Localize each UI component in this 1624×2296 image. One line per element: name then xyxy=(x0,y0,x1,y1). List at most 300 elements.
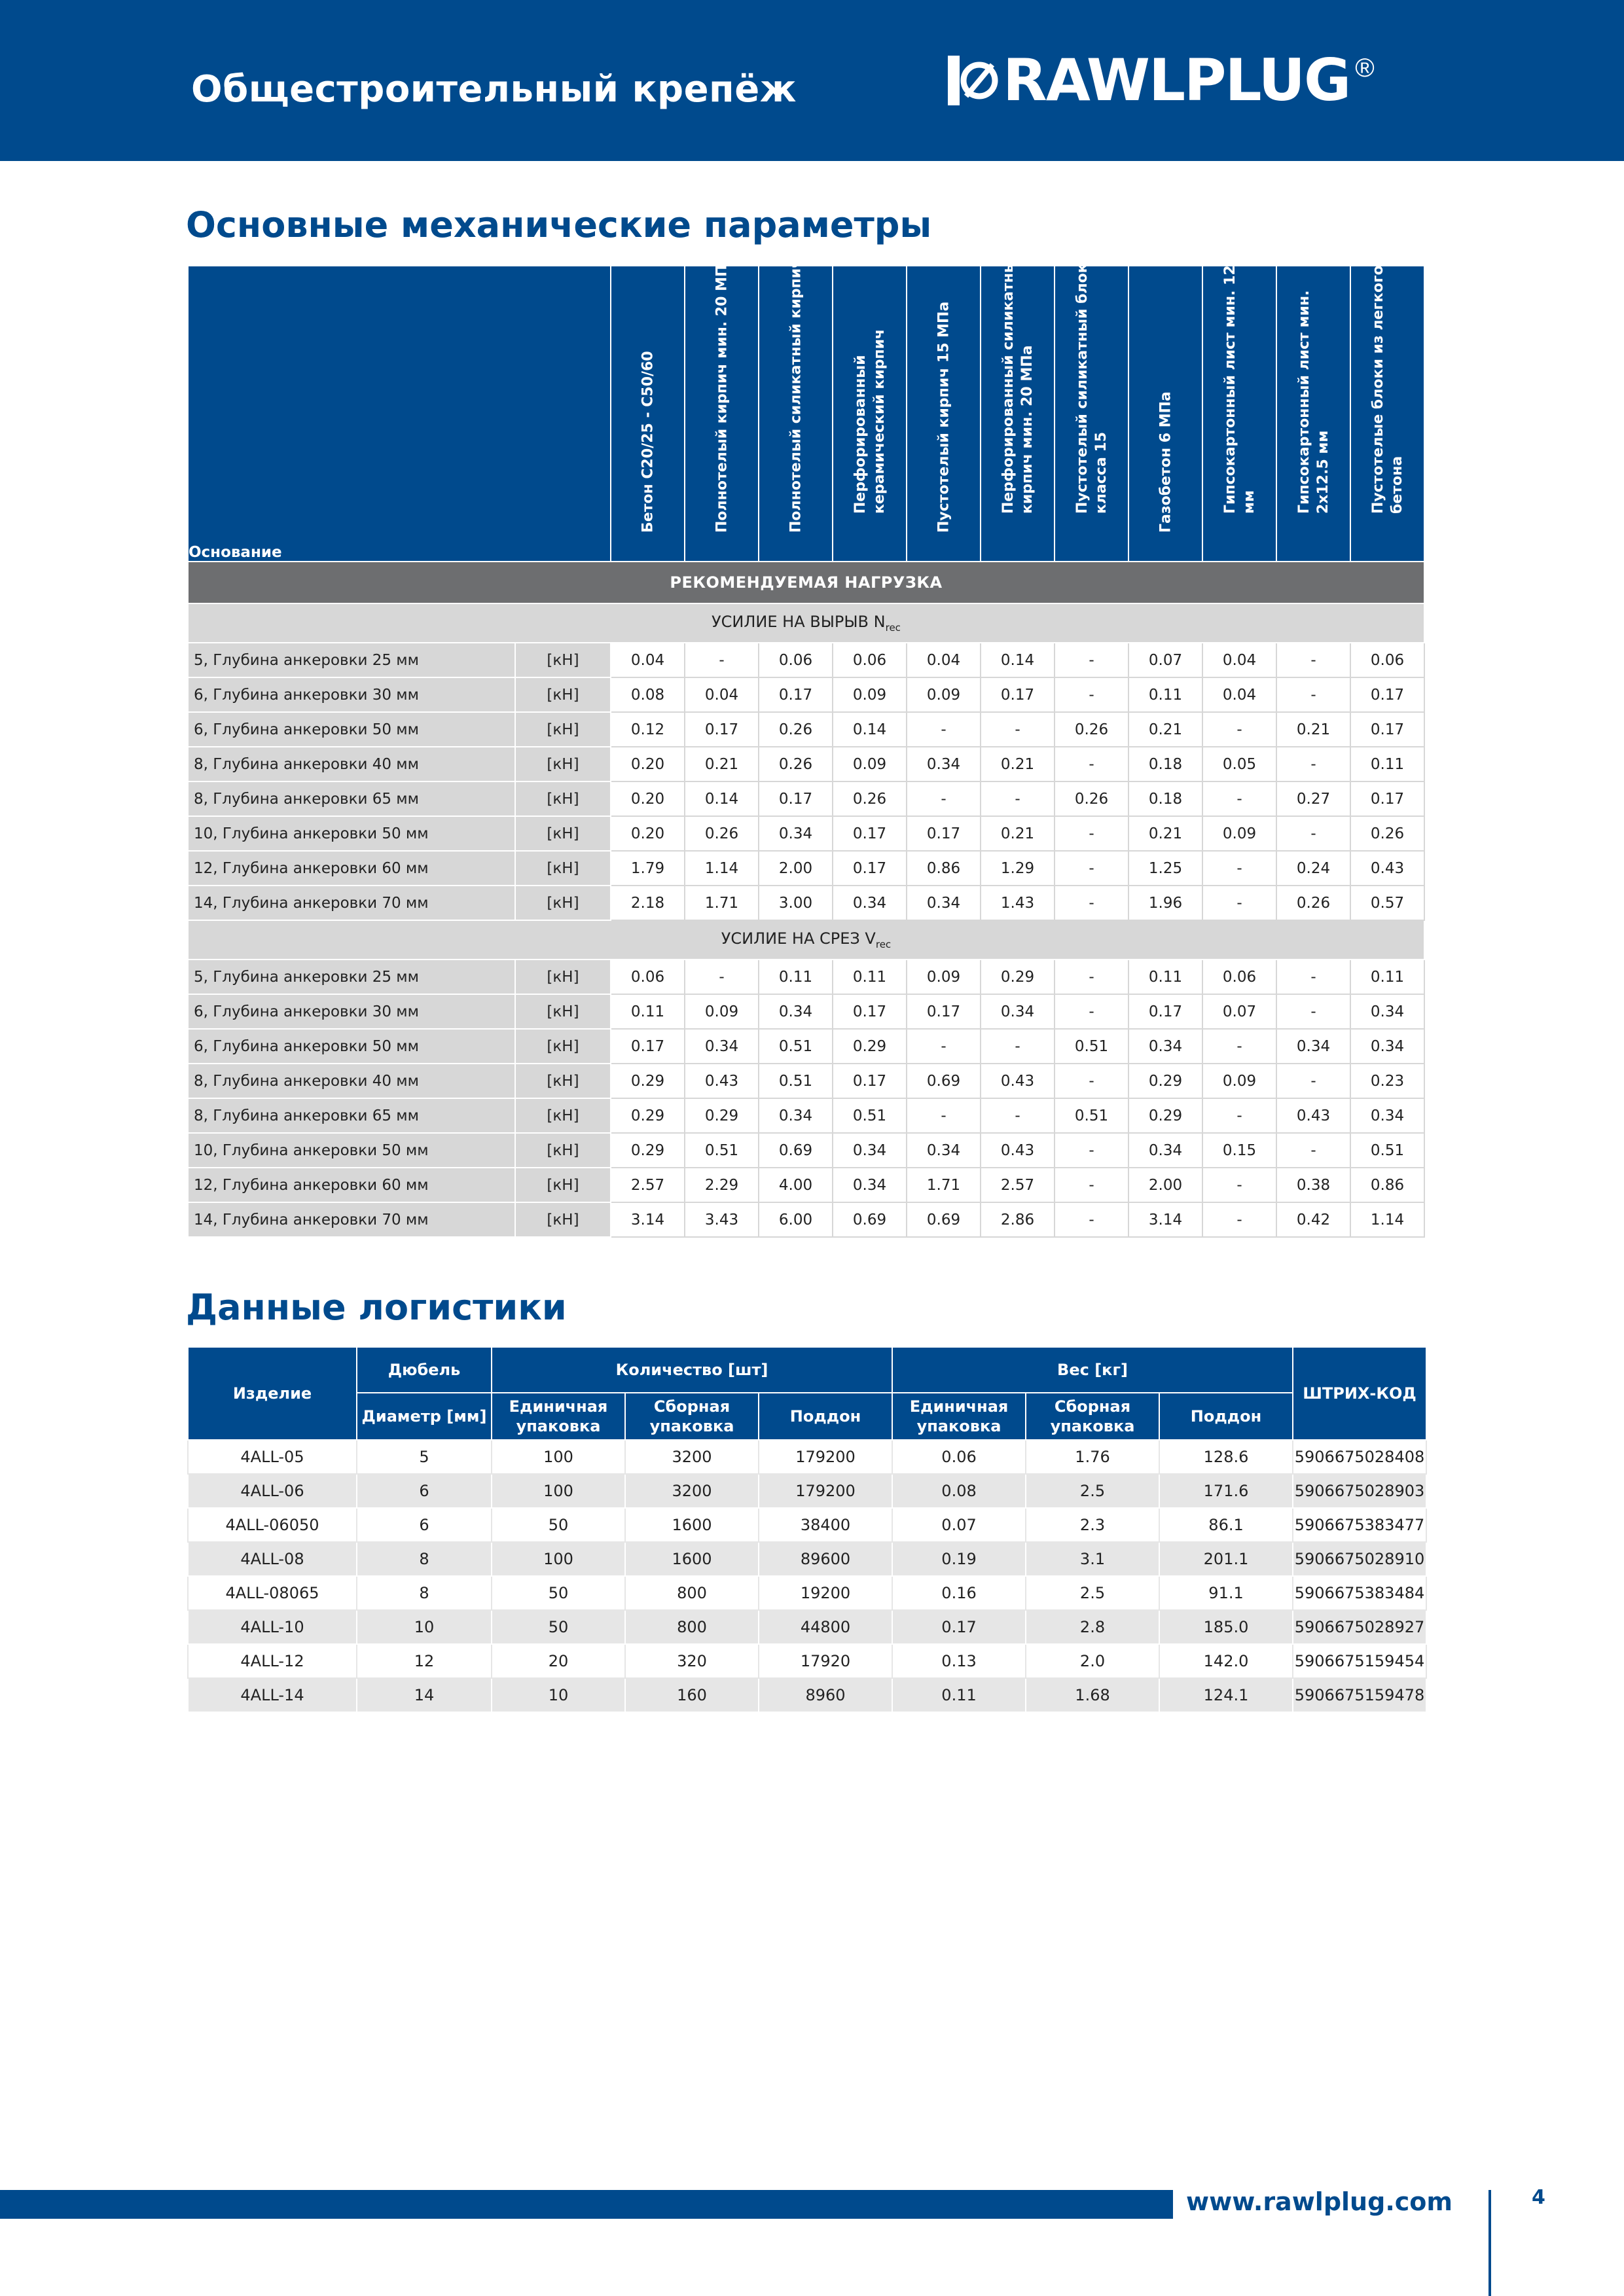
logistics-cell: 142.0 xyxy=(1159,1644,1293,1678)
value-cell: 0.09 xyxy=(833,747,907,781)
row-unit: [кН] xyxy=(515,677,611,712)
value-cell: - xyxy=(981,712,1055,747)
logistics-cell: 800 xyxy=(625,1610,759,1644)
value-cell: 0.18 xyxy=(1128,747,1202,781)
value-cell: 0.14 xyxy=(685,781,759,816)
logistics-cell: 17920 xyxy=(759,1644,892,1678)
table-row xyxy=(188,994,1424,1029)
table-row xyxy=(188,1064,1424,1098)
column-header-text: Пустотелый кирпич 15 МПа xyxy=(935,301,952,533)
row-label: 6, Глубина анкеровки 50 мм xyxy=(188,1029,515,1064)
value-cell: 0.21 xyxy=(981,816,1055,851)
value-cell: - xyxy=(1202,1029,1276,1064)
table-row xyxy=(188,1474,1426,1508)
logistics-cell: 89600 xyxy=(759,1542,892,1576)
value-cell: 0.21 xyxy=(685,747,759,781)
value-cell: - xyxy=(981,781,1055,816)
row-label: 14, Глубина анкеровки 70 мм xyxy=(188,886,515,920)
row-unit: [кН] xyxy=(515,1029,611,1064)
logistics-cell: 3200 xyxy=(625,1440,759,1474)
value-cell: 0.29 xyxy=(1128,1064,1202,1098)
logistics-cell: 100 xyxy=(492,1474,625,1508)
logistics-cell: 128.6 xyxy=(1159,1440,1293,1474)
row-label: 12, Глубина анкеровки 60 мм xyxy=(188,1168,515,1202)
logistics-cell: 4ALL-05 xyxy=(188,1440,357,1474)
value-cell: - xyxy=(1276,677,1350,712)
column-header-material xyxy=(759,258,833,562)
value-cell: 0.26 xyxy=(1055,712,1128,747)
value-cell: - xyxy=(1276,816,1350,851)
value-cell: - xyxy=(1055,1064,1128,1098)
value-cell: - xyxy=(1276,994,1350,1029)
value-cell: 0.04 xyxy=(1202,677,1276,712)
value-cell: 0.24 xyxy=(1276,851,1350,886)
row-label: 12, Глубина анкеровки 60 мм xyxy=(188,851,515,886)
header-title: Общестроительный крепёж xyxy=(191,68,797,111)
value-cell: 0.26 xyxy=(833,781,907,816)
logistics-cell: 160 xyxy=(625,1678,759,1712)
value-cell: - xyxy=(1055,816,1128,851)
column-header-text: Пустотелые блоки из легкого бетона xyxy=(1369,265,1405,514)
value-cell: 0.21 xyxy=(1276,712,1350,747)
logistics-cell: 19200 xyxy=(759,1576,892,1610)
row-label: 10, Глубина анкеровки 50 мм xyxy=(188,816,515,851)
logistics-cell: 5906675159454 xyxy=(1293,1644,1426,1678)
logistics-cell: 2.5 xyxy=(1026,1474,1159,1508)
value-cell: - xyxy=(907,712,981,747)
row-unit: [кН] xyxy=(515,1202,611,1237)
header-qty-pallet: Поддон xyxy=(759,1393,892,1440)
column-header-material xyxy=(685,255,759,562)
logistics-cell: 179200 xyxy=(759,1440,892,1474)
table-row xyxy=(188,1202,1424,1237)
logistics-cell: 20 xyxy=(492,1644,625,1678)
value-cell: 0.07 xyxy=(1202,994,1276,1029)
value-cell: 0.29 xyxy=(1128,1098,1202,1133)
logistics-cell: 8960 xyxy=(759,1678,892,1712)
logistics-table xyxy=(187,1346,1427,1713)
value-cell: 0.11 xyxy=(1128,960,1202,994)
value-cell: 1.79 xyxy=(611,851,685,886)
value-cell: 0.26 xyxy=(759,712,833,747)
logistics-cell: 8 xyxy=(357,1542,492,1576)
value-cell: 0.26 xyxy=(1055,781,1128,816)
logistics-cell: 12 xyxy=(357,1644,492,1678)
logistics-cell: 0.17 xyxy=(892,1610,1026,1644)
value-cell: 0.04 xyxy=(685,677,759,712)
logistics-cell: 4ALL-06050 xyxy=(188,1508,357,1542)
value-cell: - xyxy=(1055,643,1128,677)
value-cell: 0.69 xyxy=(907,1064,981,1098)
value-cell: 0.06 xyxy=(833,643,907,677)
value-cell: 0.34 xyxy=(759,1098,833,1133)
brand-registered: ® xyxy=(1355,54,1375,82)
logistics-cell: 8 xyxy=(357,1576,492,1610)
value-cell: 1.29 xyxy=(981,851,1055,886)
value-cell: - xyxy=(907,1098,981,1133)
logistics-cell: 10 xyxy=(357,1610,492,1644)
value-cell: 0.34 xyxy=(907,1133,981,1168)
table-row xyxy=(188,1098,1424,1133)
value-cell: 1.43 xyxy=(981,886,1055,920)
table-row xyxy=(188,1168,1424,1202)
shear-label-text: УСИЛИЕ НА СРЕЗ V xyxy=(721,929,876,948)
table-row xyxy=(188,677,1424,712)
logistics-cell: 91.1 xyxy=(1159,1576,1293,1610)
value-cell: 0.34 xyxy=(833,1133,907,1168)
logistics-cell: 50 xyxy=(492,1576,625,1610)
value-cell: 0.08 xyxy=(611,677,685,712)
row-label: 8, Глубина анкеровки 40 мм xyxy=(188,747,515,781)
value-cell: 2.86 xyxy=(981,1202,1055,1237)
value-cell: - xyxy=(685,643,759,677)
value-cell: 0.51 xyxy=(759,1064,833,1098)
logistics-cell: 1600 xyxy=(625,1508,759,1542)
value-cell: 0.21 xyxy=(1128,816,1202,851)
value-cell: 0.09 xyxy=(1202,816,1276,851)
value-cell: 1.14 xyxy=(685,851,759,886)
value-cell: 0.34 xyxy=(833,1168,907,1202)
row-label: 6, Глубина анкеровки 30 мм xyxy=(188,677,515,712)
logistics-cell: 4ALL-12 xyxy=(188,1644,357,1678)
column-header-text: Гипсокартонный лист мин. 12,5 мм xyxy=(1221,249,1257,514)
value-cell: - xyxy=(1276,747,1350,781)
header-qty-bulk-pack: Сборная упаковка xyxy=(625,1393,759,1440)
row-unit: [кН] xyxy=(515,851,611,886)
logistics-cell: 5906675159478 xyxy=(1293,1678,1426,1712)
value-cell: 0.20 xyxy=(611,816,685,851)
logistics-cell: 14 xyxy=(357,1678,492,1712)
logistics-cell: 0.19 xyxy=(892,1542,1026,1576)
value-cell: 0.17 xyxy=(759,677,833,712)
logistics-cell: 5906675028903 xyxy=(1293,1474,1426,1508)
row-label: 6, Глубина анкеровки 50 мм xyxy=(188,712,515,747)
value-cell: - xyxy=(1202,1168,1276,1202)
header-product: Изделие xyxy=(188,1347,357,1440)
value-cell: 2.18 xyxy=(611,886,685,920)
logistics-cell: 0.11 xyxy=(892,1678,1026,1712)
value-cell: - xyxy=(1202,1202,1276,1237)
logistics-cell: 5906675028910 xyxy=(1293,1542,1426,1576)
logistics-cell: 2.0 xyxy=(1026,1644,1159,1678)
row-unit: [кН] xyxy=(515,886,611,920)
value-cell: 0.17 xyxy=(981,677,1055,712)
row-label: 10, Глубина анкеровки 50 мм xyxy=(188,1133,515,1168)
value-cell: 3.00 xyxy=(759,886,833,920)
shear-section-label xyxy=(188,920,1424,960)
value-cell: 0.34 xyxy=(981,994,1055,1029)
row-label: 5, Глубина анкеровки 25 мм xyxy=(188,960,515,994)
recommended-load-band: РЕКОМЕНДУЕМАЯ НАГРУЗКА xyxy=(188,562,1424,603)
row-unit: [кН] xyxy=(515,643,611,677)
header-barcode: ШТРИХ-КОД xyxy=(1293,1347,1426,1440)
row-label: 5, Глубина анкеровки 25 мм xyxy=(188,643,515,677)
value-cell: - xyxy=(1202,1098,1276,1133)
value-cell: 0.07 xyxy=(1128,643,1202,677)
value-cell: 0.21 xyxy=(981,747,1055,781)
logistics-cell: 4ALL-08065 xyxy=(188,1576,357,1610)
value-cell: 0.15 xyxy=(1202,1133,1276,1168)
column-header-base: Основание xyxy=(188,266,611,562)
logistics-cell: 6 xyxy=(357,1474,492,1508)
value-cell: 0.21 xyxy=(1128,712,1202,747)
mechanical-title: Основные механические параметры xyxy=(186,204,932,245)
value-cell: - xyxy=(1055,851,1128,886)
header-dowel: Дюбель xyxy=(357,1347,492,1393)
value-cell: 0.17 xyxy=(1350,781,1424,816)
row-label: 8, Глубина анкеровки 65 мм xyxy=(188,781,515,816)
value-cell: 0.04 xyxy=(611,643,685,677)
row-unit: [кН] xyxy=(515,747,611,781)
value-cell: 0.17 xyxy=(833,1064,907,1098)
value-cell: - xyxy=(1055,1168,1128,1202)
value-cell: 0.86 xyxy=(1350,1168,1424,1202)
value-cell: 0.26 xyxy=(685,816,759,851)
value-cell: 0.69 xyxy=(759,1133,833,1168)
value-cell: 0.26 xyxy=(1276,886,1350,920)
table-row xyxy=(188,1644,1426,1678)
column-header-material xyxy=(981,249,1055,562)
table-row xyxy=(188,1508,1426,1542)
logistics-cell: 3200 xyxy=(625,1474,759,1508)
value-cell: 0.29 xyxy=(611,1133,685,1168)
value-cell: 0.11 xyxy=(1128,677,1202,712)
value-cell: 0.29 xyxy=(611,1064,685,1098)
value-cell: 0.34 xyxy=(1128,1029,1202,1064)
brand-name: RAWLPLUG xyxy=(1003,46,1350,114)
column-header-material xyxy=(1055,263,1128,562)
value-cell: 0.34 xyxy=(759,816,833,851)
column-header-material xyxy=(1128,266,1202,562)
value-cell: 0.86 xyxy=(907,851,981,886)
footer-url-link[interactable]: www.rawlplug.com xyxy=(1186,2187,1453,2216)
value-cell: 0.34 xyxy=(1128,1133,1202,1168)
column-header-text: Газобетон 6 МПа xyxy=(1157,391,1174,533)
column-header-material xyxy=(907,266,981,562)
row-unit: [кН] xyxy=(515,1133,611,1168)
logistics-cell: 4ALL-14 xyxy=(188,1678,357,1712)
value-cell: 0.42 xyxy=(1276,1202,1350,1237)
logistics-cell: 1.76 xyxy=(1026,1440,1159,1474)
table-row xyxy=(188,851,1424,886)
row-unit: [кН] xyxy=(515,1064,611,1098)
value-cell: 0.05 xyxy=(1202,747,1276,781)
column-header-text: Полнотелый кирпич мин. 20 МПа xyxy=(713,255,730,533)
value-cell: 0.43 xyxy=(685,1064,759,1098)
value-cell: - xyxy=(1276,1133,1350,1168)
mechanical-table xyxy=(187,249,1425,1238)
logistics-cell: 320 xyxy=(625,1644,759,1678)
header-wt-pallet: Поддон xyxy=(1159,1393,1293,1440)
value-cell: 0.11 xyxy=(1350,747,1424,781)
value-cell: 0.34 xyxy=(833,886,907,920)
column-header-material xyxy=(611,266,685,562)
column-header-text: Гипсокартонный лист мин. 2x12.5 мм xyxy=(1295,290,1331,514)
value-cell: 0.57 xyxy=(1350,886,1424,920)
logistics-cell: 100 xyxy=(492,1542,625,1576)
value-cell: - xyxy=(1055,1133,1128,1168)
table-row xyxy=(188,1576,1426,1610)
value-cell: 0.51 xyxy=(1055,1098,1128,1133)
value-cell: 0.06 xyxy=(611,960,685,994)
row-label: 8, Глубина анкеровки 40 мм xyxy=(188,1064,515,1098)
column-header-material xyxy=(1276,266,1350,562)
value-cell: 0.04 xyxy=(1202,643,1276,677)
value-cell: 3.14 xyxy=(611,1202,685,1237)
value-cell: 0.34 xyxy=(1350,994,1424,1029)
logistics-cell: 1600 xyxy=(625,1542,759,1576)
value-cell: 0.11 xyxy=(1350,960,1424,994)
column-header-material xyxy=(833,266,907,562)
row-unit: [кН] xyxy=(515,712,611,747)
value-cell: - xyxy=(1055,994,1128,1029)
value-cell: 2.57 xyxy=(981,1168,1055,1202)
row-label: 8, Глубина анкеровки 65 мм xyxy=(188,1098,515,1133)
value-cell: - xyxy=(1202,886,1276,920)
value-cell: 2.57 xyxy=(611,1168,685,1202)
column-header-text: Перфорированный керамический кирпич xyxy=(852,329,888,514)
table-row xyxy=(188,712,1424,747)
value-cell: 0.34 xyxy=(1350,1098,1424,1133)
logistics-cell: 800 xyxy=(625,1576,759,1610)
logistics-cell: 2.5 xyxy=(1026,1576,1159,1610)
logistics-cell: 38400 xyxy=(759,1508,892,1542)
value-cell: - xyxy=(1055,747,1128,781)
header-qty-unit-pack: Единичная упаковка xyxy=(492,1393,625,1440)
logistics-cell: 44800 xyxy=(759,1610,892,1644)
logistics-cell: 2.3 xyxy=(1026,1508,1159,1542)
value-cell: 0.43 xyxy=(981,1133,1055,1168)
logistics-cell: 10 xyxy=(492,1678,625,1712)
logistics-cell: 5906675383484 xyxy=(1293,1576,1426,1610)
value-cell: 0.17 xyxy=(833,994,907,1029)
value-cell: 0.09 xyxy=(833,677,907,712)
column-header-text: Бетон C20/25 - C50/60 xyxy=(640,351,656,533)
logistics-cell: 0.13 xyxy=(892,1644,1026,1678)
value-cell: - xyxy=(1055,886,1128,920)
table-row xyxy=(188,1610,1426,1644)
table-row xyxy=(188,1440,1426,1474)
value-cell: 0.04 xyxy=(907,643,981,677)
value-cell: 1.96 xyxy=(1128,886,1202,920)
logistics-cell: 50 xyxy=(492,1610,625,1644)
value-cell: - xyxy=(1055,677,1128,712)
value-cell: 0.34 xyxy=(1276,1029,1350,1064)
table-row xyxy=(188,781,1424,816)
logistics-cell: 5906675028927 xyxy=(1293,1610,1426,1644)
value-cell: 0.27 xyxy=(1276,781,1350,816)
value-cell: 6.00 xyxy=(759,1202,833,1237)
value-cell: 0.11 xyxy=(759,960,833,994)
value-cell: 0.17 xyxy=(833,816,907,851)
table-row xyxy=(188,1542,1426,1576)
value-cell: 3.14 xyxy=(1128,1202,1202,1237)
value-cell: 0.34 xyxy=(1350,1029,1424,1064)
value-cell: - xyxy=(1055,1202,1128,1237)
value-cell: 0.14 xyxy=(833,712,907,747)
logistics-cell: 0.07 xyxy=(892,1508,1026,1542)
column-header-text: Полнотелый силикатный кирпич xyxy=(787,258,804,533)
value-cell: 0.09 xyxy=(685,994,759,1029)
column-header-text: Перфорированный силикатный кирпич мин. 20 МПа xyxy=(1000,249,1036,514)
value-cell: 0.43 xyxy=(1276,1098,1350,1133)
brand-logo xyxy=(947,46,1375,114)
header-wt-bulk-pack: Сборная упаковка xyxy=(1026,1393,1159,1440)
table-row xyxy=(188,1133,1424,1168)
logistics-cell: 4ALL-06 xyxy=(188,1474,357,1508)
value-cell: 0.17 xyxy=(907,994,981,1029)
value-cell: - xyxy=(1055,960,1128,994)
logistics-cell: 0.08 xyxy=(892,1474,1026,1508)
logistics-cell: 2.8 xyxy=(1026,1610,1159,1644)
table-row xyxy=(188,886,1424,920)
value-cell: 0.17 xyxy=(1128,994,1202,1029)
value-cell: - xyxy=(1276,960,1350,994)
value-cell: 1.71 xyxy=(685,886,759,920)
value-cell: 0.12 xyxy=(611,712,685,747)
value-cell: 2.29 xyxy=(685,1168,759,1202)
column-header-material xyxy=(1202,249,1276,562)
value-cell: 1.25 xyxy=(1128,851,1202,886)
value-cell: 0.17 xyxy=(759,781,833,816)
tension-label-text: УСИЛИЕ НА ВЫРЫВ N xyxy=(712,613,886,632)
value-cell: 1.14 xyxy=(1350,1202,1424,1237)
value-cell: 0.06 xyxy=(759,643,833,677)
value-cell: 0.34 xyxy=(685,1029,759,1064)
table-row xyxy=(188,1029,1424,1064)
value-cell: 0.09 xyxy=(907,677,981,712)
value-cell: 0.18 xyxy=(1128,781,1202,816)
footer-divider xyxy=(1489,2190,1491,2296)
logistics-cell: 1.68 xyxy=(1026,1678,1159,1712)
logistics-cell: 5906675028408 xyxy=(1293,1440,1426,1474)
table-row xyxy=(188,1678,1426,1712)
value-cell: 1.71 xyxy=(907,1168,981,1202)
table-row xyxy=(188,643,1424,677)
logistics-cell: 100 xyxy=(492,1440,625,1474)
header-wt-unit-pack: Единичная упаковка xyxy=(892,1393,1026,1440)
value-cell: 0.51 xyxy=(1350,1133,1424,1168)
value-cell: - xyxy=(907,1029,981,1064)
value-cell: 0.51 xyxy=(833,1098,907,1133)
logistics-title: Данные логистики xyxy=(186,1287,567,1328)
row-label: 6, Глубина анкеровки 30 мм xyxy=(188,994,515,1029)
value-cell: 0.29 xyxy=(685,1098,759,1133)
value-cell: 0.38 xyxy=(1276,1168,1350,1202)
row-unit: [кН] xyxy=(515,1098,611,1133)
header-quantity: Количество [шт] xyxy=(492,1347,892,1393)
row-unit: [кН] xyxy=(515,781,611,816)
value-cell: 0.17 xyxy=(685,712,759,747)
value-cell: 2.00 xyxy=(759,851,833,886)
row-unit: [кН] xyxy=(515,994,611,1029)
value-cell: 0.09 xyxy=(1202,1064,1276,1098)
logistics-cell: 124.1 xyxy=(1159,1678,1293,1712)
value-cell: 0.23 xyxy=(1350,1064,1424,1098)
value-cell: 0.29 xyxy=(981,960,1055,994)
value-cell: 0.34 xyxy=(759,994,833,1029)
value-cell: 0.17 xyxy=(833,851,907,886)
header-weight: Вес [кг] xyxy=(892,1347,1293,1393)
logistics-cell: 5906675383477 xyxy=(1293,1508,1426,1542)
logistics-cell: 0.16 xyxy=(892,1576,1026,1610)
value-cell: 0.06 xyxy=(1202,960,1276,994)
logistics-cell: 3.1 xyxy=(1026,1542,1159,1576)
value-cell: 0.69 xyxy=(907,1202,981,1237)
value-cell: - xyxy=(981,1098,1055,1133)
tension-section-label xyxy=(188,603,1424,643)
value-cell: 0.17 xyxy=(1350,677,1424,712)
